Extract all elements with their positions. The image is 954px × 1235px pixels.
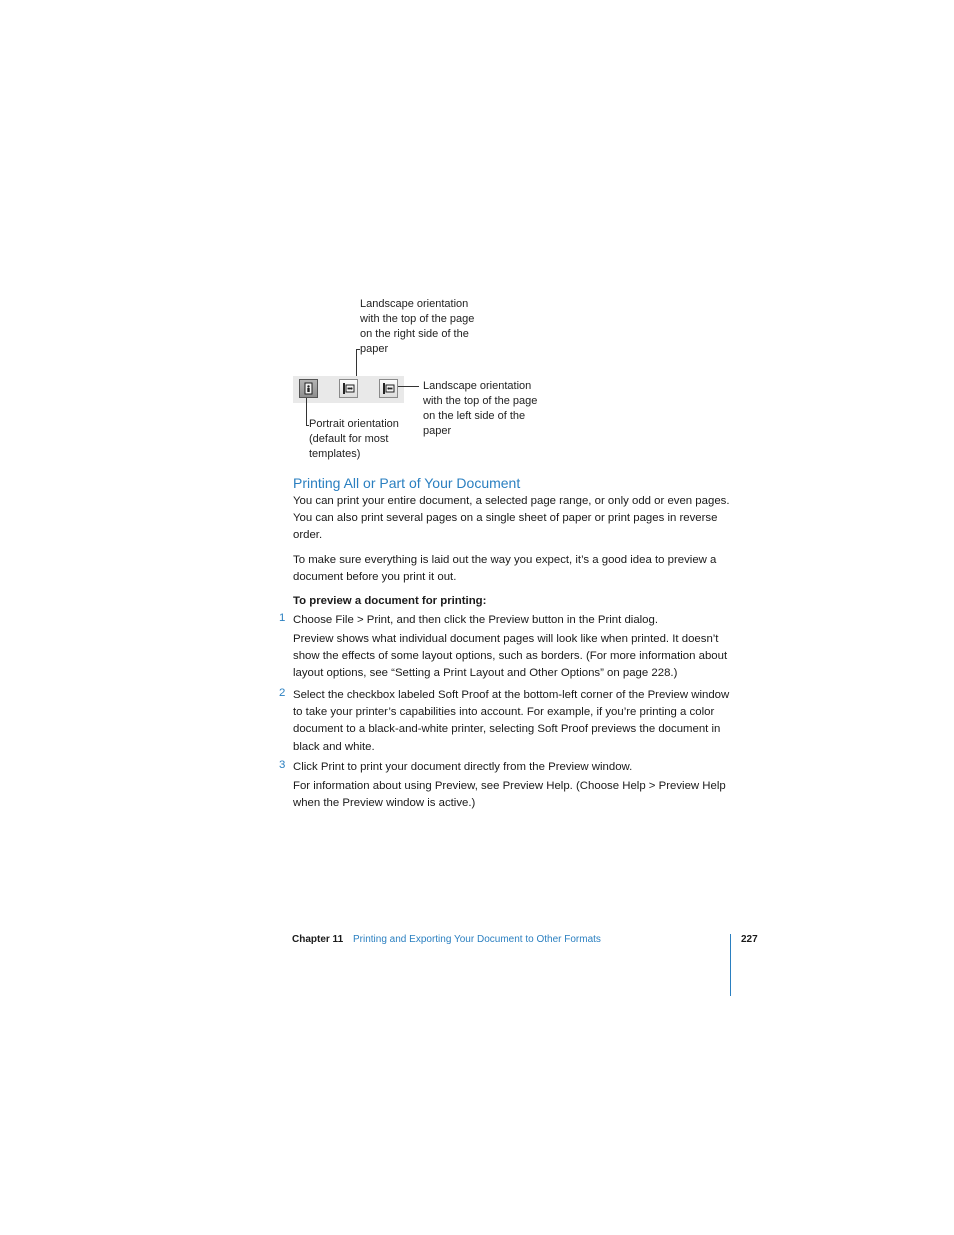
orientation-button-group (293, 376, 404, 403)
callout-landscape-right: Landscape orientation with the top of the page on the right side of the paper (360, 298, 475, 355)
footer-chapter-label: Chapter 11 (292, 934, 344, 945)
landscape-right-icon (342, 382, 355, 395)
callout-landscape-left: Landscape orientation with the top of the page on the left side of the paper (423, 380, 538, 437)
footer-chapter-title: Printing and Exporting Your Document to Other Formats (353, 934, 601, 945)
portrait-orientation-button[interactable] (299, 379, 318, 398)
leader-line-left (306, 398, 307, 426)
procedure-title: To preview a document for printing: (293, 595, 487, 607)
leader-line-top-tick (356, 349, 360, 350)
section-heading: Printing All or Part of Your Document (293, 475, 521, 491)
step-text: Choose File > Print, and then click the Preview button in the Print dialog. (293, 614, 659, 626)
landscape-right-orientation-button[interactable] (339, 379, 358, 398)
step-number: 1 (279, 612, 286, 624)
callout-portrait: Portrait orientation (default for most templates) (309, 418, 399, 460)
step-text: Select the checkbox labeled Soft Proof at the bottom-left corner of the Preview window to take your printer’s capabilities into account. For example, if you’re printing a color document to a black-and-white printer, selecting Soft Proof previews the document in black and white. (293, 689, 730, 753)
landscape-left-orientation-button[interactable] (379, 379, 398, 398)
preview-advice-paragraph: To make sure everything is laid out the way you expect, it’s a good idea to preview a document before you print it out. (293, 554, 717, 584)
step-note: Preview shows what individual document pages will look like when printed. It doesn’t show the effects of some layout options, such as borders. (For more information about layout options, see “Setting a Print Layout and Other Options” on page 228.) (293, 633, 728, 680)
intro-paragraph: You can print your entire document, a selected page range, or only odd or even pages. You can also print several pages on a single sheet of paper or print pages in reverse order. (293, 495, 730, 542)
leader-line-right (398, 386, 419, 387)
portrait-orientation-icon (302, 382, 315, 395)
step-number: 3 (279, 759, 286, 771)
step-number: 2 (279, 687, 286, 699)
step-text: Click Print to print your document directly from the Preview window. (293, 761, 633, 773)
preview-help-note: For information about using Preview, see Preview Help. (Choose Help > Preview Help when the Preview window is active.) (293, 780, 726, 810)
footer-divider (730, 934, 731, 996)
page-number: 227 (741, 934, 758, 945)
landscape-left-icon (382, 382, 395, 395)
